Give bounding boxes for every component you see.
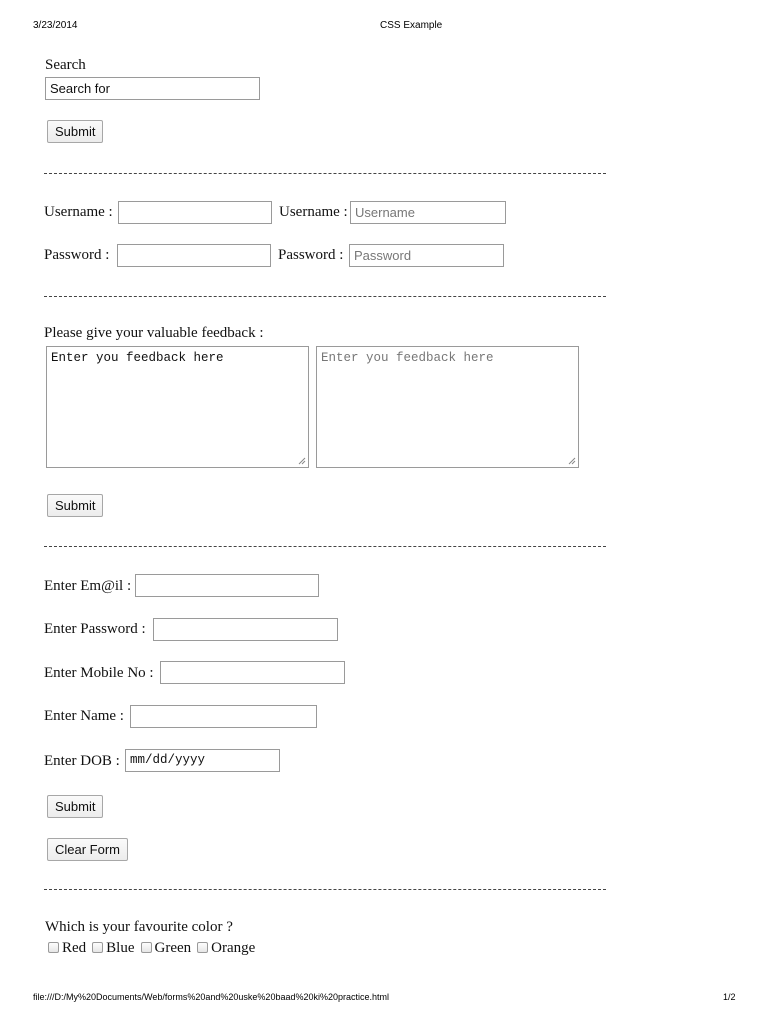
username-placeholder-input[interactable]: Username bbox=[350, 201, 506, 224]
color-options bbox=[48, 939, 261, 957]
color-option-label: Green bbox=[154, 940, 192, 956]
color-option-label: Blue bbox=[106, 940, 135, 956]
section-divider bbox=[44, 546, 606, 547]
resize-grip-icon[interactable] bbox=[298, 457, 306, 465]
favourite-color-question: Which is your favourite color ? bbox=[45, 919, 233, 935]
mobile-label: Enter Mobile No : bbox=[44, 665, 154, 681]
feedback-placeholder-textarea[interactable] bbox=[316, 346, 579, 468]
feedback-textarea-placeholder: Enter you feedback here bbox=[321, 351, 494, 365]
color-option-red[interactable] bbox=[48, 940, 86, 957]
register-password-label: Enter Password : bbox=[44, 621, 146, 637]
password-input[interactable] bbox=[117, 244, 271, 267]
checkbox-green[interactable] bbox=[141, 942, 152, 953]
checkbox-red[interactable] bbox=[48, 942, 59, 953]
print-header-title: CSS Example bbox=[380, 20, 443, 31]
color-option-blue[interactable] bbox=[92, 940, 134, 957]
resize-grip-icon[interactable] bbox=[568, 457, 576, 465]
dob-date-input[interactable]: mm/dd/yyyy bbox=[125, 749, 280, 772]
search-submit-button[interactable]: Submit bbox=[47, 120, 103, 143]
color-option-label: Red bbox=[62, 940, 87, 956]
mobile-input[interactable] bbox=[160, 661, 345, 684]
search-input[interactable]: Search for bbox=[45, 77, 260, 100]
color-option-label: Orange bbox=[211, 940, 256, 956]
password-label: Password : bbox=[44, 247, 110, 263]
section-divider bbox=[44, 889, 606, 890]
register-password-input[interactable] bbox=[153, 618, 338, 641]
password-placeholder-input[interactable]: Password bbox=[349, 244, 504, 267]
feedback-textarea-text: Enter you feedback here bbox=[51, 351, 224, 365]
section-divider bbox=[44, 296, 606, 297]
print-footer-url: file:///D:/My%20Documents/Web/forms%20and%20uske%20baad%20ki%20practice.html bbox=[33, 992, 390, 1002]
email-input[interactable] bbox=[135, 574, 319, 597]
print-header-date: 3/23/2014 bbox=[33, 20, 78, 31]
clear-form-button[interactable]: Clear Form bbox=[47, 838, 128, 861]
dob-label: Enter DOB : bbox=[44, 753, 120, 769]
username-input[interactable] bbox=[118, 201, 272, 224]
checkbox-blue[interactable] bbox=[92, 942, 103, 953]
password-label-2: Password : bbox=[278, 247, 344, 263]
section-divider bbox=[44, 173, 606, 174]
feedback-submit-button[interactable]: Submit bbox=[47, 494, 103, 517]
register-submit-button[interactable]: Submit bbox=[47, 795, 103, 818]
name-input[interactable] bbox=[130, 705, 317, 728]
feedback-label: Please give your valuable feedback : bbox=[44, 325, 264, 341]
feedback-textarea[interactable] bbox=[46, 346, 309, 468]
color-option-green[interactable] bbox=[141, 940, 192, 957]
print-footer-page-number: 1/2 bbox=[723, 992, 736, 1002]
name-label: Enter Name : bbox=[44, 708, 124, 724]
search-label: Search bbox=[45, 57, 86, 73]
color-option-orange[interactable] bbox=[197, 940, 255, 957]
email-label: Enter Em@il : bbox=[44, 578, 132, 594]
checkbox-orange[interactable] bbox=[197, 942, 208, 953]
username-label-2: Username : bbox=[279, 204, 348, 220]
username-label: Username : bbox=[44, 204, 113, 220]
